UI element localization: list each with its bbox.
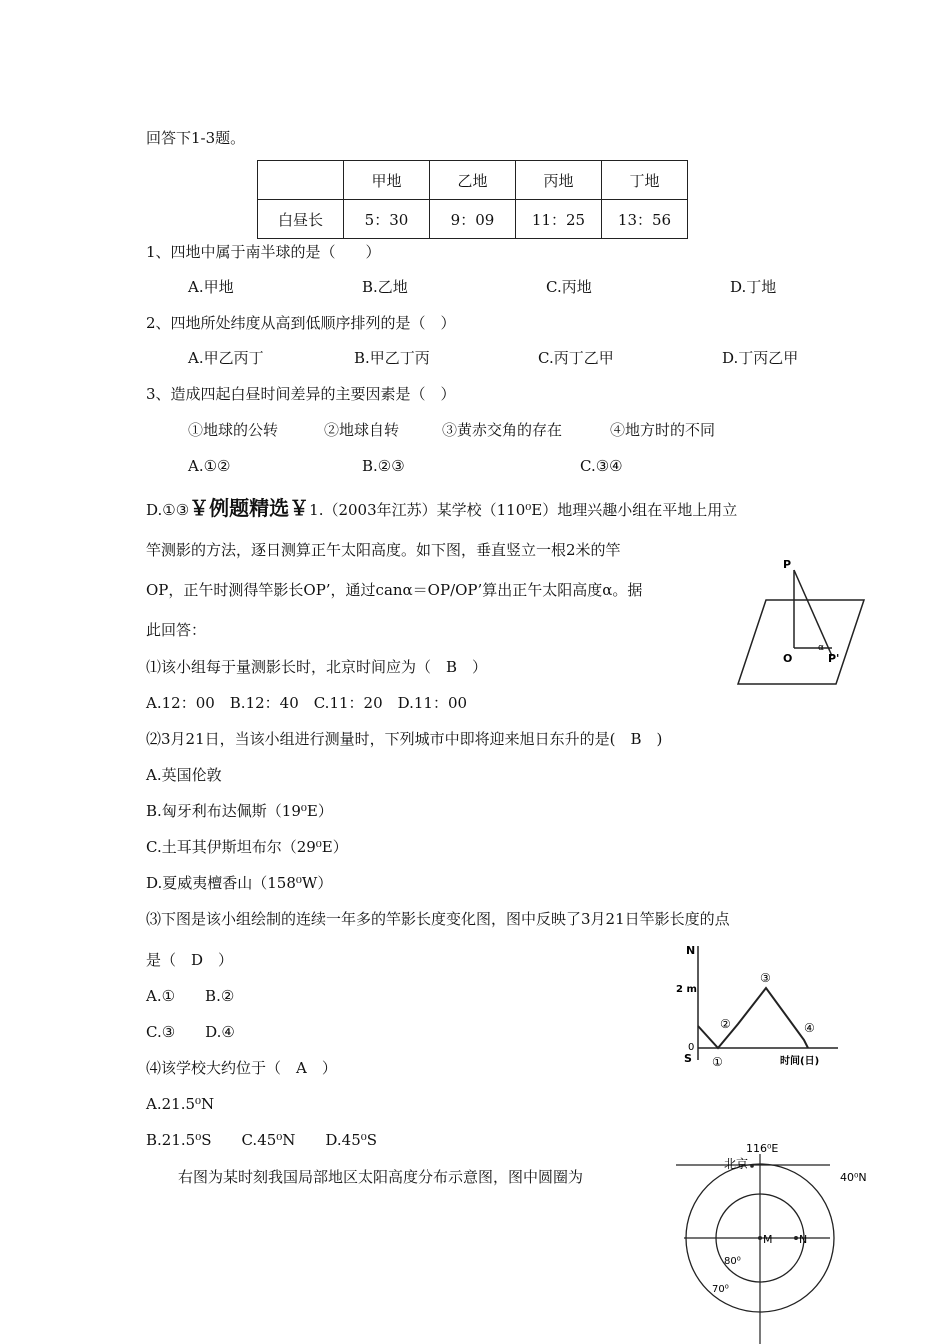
sub-question: ⑴该小组每于量测影长时，北京时间应为（ B ） <box>146 658 488 676</box>
label-time: 时间(日) <box>780 1056 820 1067</box>
ground-plane <box>738 600 864 684</box>
label-o: O <box>783 652 793 665</box>
table-cell: 丙地 <box>516 161 602 200</box>
point-2: ② <box>720 1017 731 1031</box>
label-n: N <box>799 1233 808 1246</box>
q2-stem: 2、四地所处纬度从高到低顺序排列的是（ ） <box>146 314 456 332</box>
q3-option: A.①② <box>188 457 231 475</box>
table-cell: 乙地 <box>430 161 516 200</box>
q3-option: B.②③ <box>362 457 405 475</box>
example-line: OP，正午时测得竿影长OP’，通过canα＝OP/OP’算出正午太阳高度α。据 <box>146 581 643 599</box>
label-70: 70⁰ <box>712 1284 729 1295</box>
q1-option: A.甲地 <box>188 278 234 296</box>
beijing-dot <box>750 1164 754 1168</box>
q2-option: D.丁丙乙甲 <box>722 349 799 367</box>
option-line: A.① B.② <box>146 987 235 1005</box>
shadow-curve <box>698 988 808 1048</box>
last-paragraph: 右图为某时刻我国局部地区太阳高度分布示意图，图中圆圈为 <box>178 1168 584 1186</box>
label-2m: 2 m <box>676 984 697 995</box>
label-m: M <box>763 1233 773 1246</box>
sub-question: ⑵3月21日，当该小组进行测量时，下列城市中即将迎来旭日东升的是( B ) <box>146 730 663 748</box>
table-cell: 9：09 <box>430 200 516 239</box>
option-line: A.21.5⁰N <box>146 1095 215 1113</box>
table-row <box>258 200 688 239</box>
q3-option-d-and-example-line <box>146 498 737 520</box>
point-3: ③ <box>760 971 771 985</box>
intro-text: 回答下1-3题。 <box>146 129 246 147</box>
section-title: ￥例题精选￥ <box>189 496 310 520</box>
daylight-table <box>257 160 688 239</box>
q1-option: D.丁地 <box>730 278 777 296</box>
table-cell: 13：56 <box>602 200 688 239</box>
table-cell: 甲地 <box>344 161 430 200</box>
label-beijing: 北京 <box>724 1157 749 1171</box>
example-line: 此回答： <box>146 621 207 639</box>
label-n: N <box>686 944 696 957</box>
sub-question: ⑶下图是该小组绘制的连续一年多的竿影长度变化图，图中反映了3月21日竿影长度的点 <box>146 910 730 928</box>
q3-factor: ④地方时的不同 <box>610 421 716 439</box>
option-line: D.夏威夷檀香山（158⁰W） <box>146 874 333 892</box>
q3-option-d: D.①③ <box>146 501 190 519</box>
sun-ray-line <box>794 570 832 656</box>
point-m <box>758 1236 762 1240</box>
label-pp: P' <box>828 652 840 665</box>
q3-factor: ②地球自转 <box>324 421 400 439</box>
option-line: B.21.5⁰S C.45⁰N D.45⁰S <box>146 1131 378 1149</box>
point-4: ④ <box>804 1021 815 1035</box>
option-line: C.土耳其伊斯坦布尔（29⁰E） <box>146 838 348 856</box>
table-cell <box>258 161 344 200</box>
label-lat: 40⁰N <box>840 1171 867 1184</box>
table-row <box>258 161 688 200</box>
label-80: 80⁰ <box>724 1256 741 1267</box>
table-cell: 11：25 <box>516 200 602 239</box>
sub-question: ⑷该学校大约位于（ A ） <box>146 1059 337 1077</box>
label-s: S <box>684 1052 692 1065</box>
table-cell: 白昼长 <box>258 200 344 239</box>
sub-question-cont: 是（ D ） <box>146 951 234 969</box>
label-lon: 116⁰E <box>746 1142 779 1155</box>
label-p: P <box>783 558 792 571</box>
shadow-length-graph <box>676 940 844 1072</box>
option-line: C.③ D.④ <box>146 1023 235 1041</box>
label-zero: 0 <box>688 1042 695 1053</box>
point-n <box>794 1236 798 1240</box>
q3-factor: ③黄赤交角的存在 <box>442 421 563 439</box>
q2-option: C.丙丁乙甲 <box>538 349 614 367</box>
example-line: 竿测影的方法，逐日测算正午太阳高度。如下图，垂直竖立一根2米的竿 <box>146 541 621 559</box>
q2-option: A.甲乙丙丁 <box>188 349 264 367</box>
solar-altitude-figure <box>672 1138 876 1344</box>
q3-factor: ①地球的公转 <box>188 421 279 439</box>
option-line: B.匈牙利布达佩斯（19⁰E） <box>146 802 333 820</box>
q1-stem: 1、四地中属于南半球的是（ ） <box>146 243 381 261</box>
q3-stem: 3、造成四起白昼时间差异的主要因素是（ ） <box>146 385 456 403</box>
point-1: ① <box>712 1055 723 1069</box>
label-alpha: α <box>818 643 824 653</box>
pole-shadow-figure <box>736 556 870 690</box>
example-line: 1.（2003年江苏）某学校（110⁰E）地理兴趣小组在平地上用立 <box>309 501 738 519</box>
q1-option: B.乙地 <box>362 278 408 296</box>
q1-option: C.丙地 <box>546 278 592 296</box>
option-line: A.英国伦敦 <box>146 766 222 784</box>
q2-option: B.甲乙丁丙 <box>354 349 430 367</box>
table-cell: 5：30 <box>344 200 430 239</box>
table-cell: 丁地 <box>602 161 688 200</box>
q3-option: C.③④ <box>580 457 623 475</box>
sub-question-options: A.12：00 B.12：40 C.11：20 D.11：00 <box>146 694 468 712</box>
